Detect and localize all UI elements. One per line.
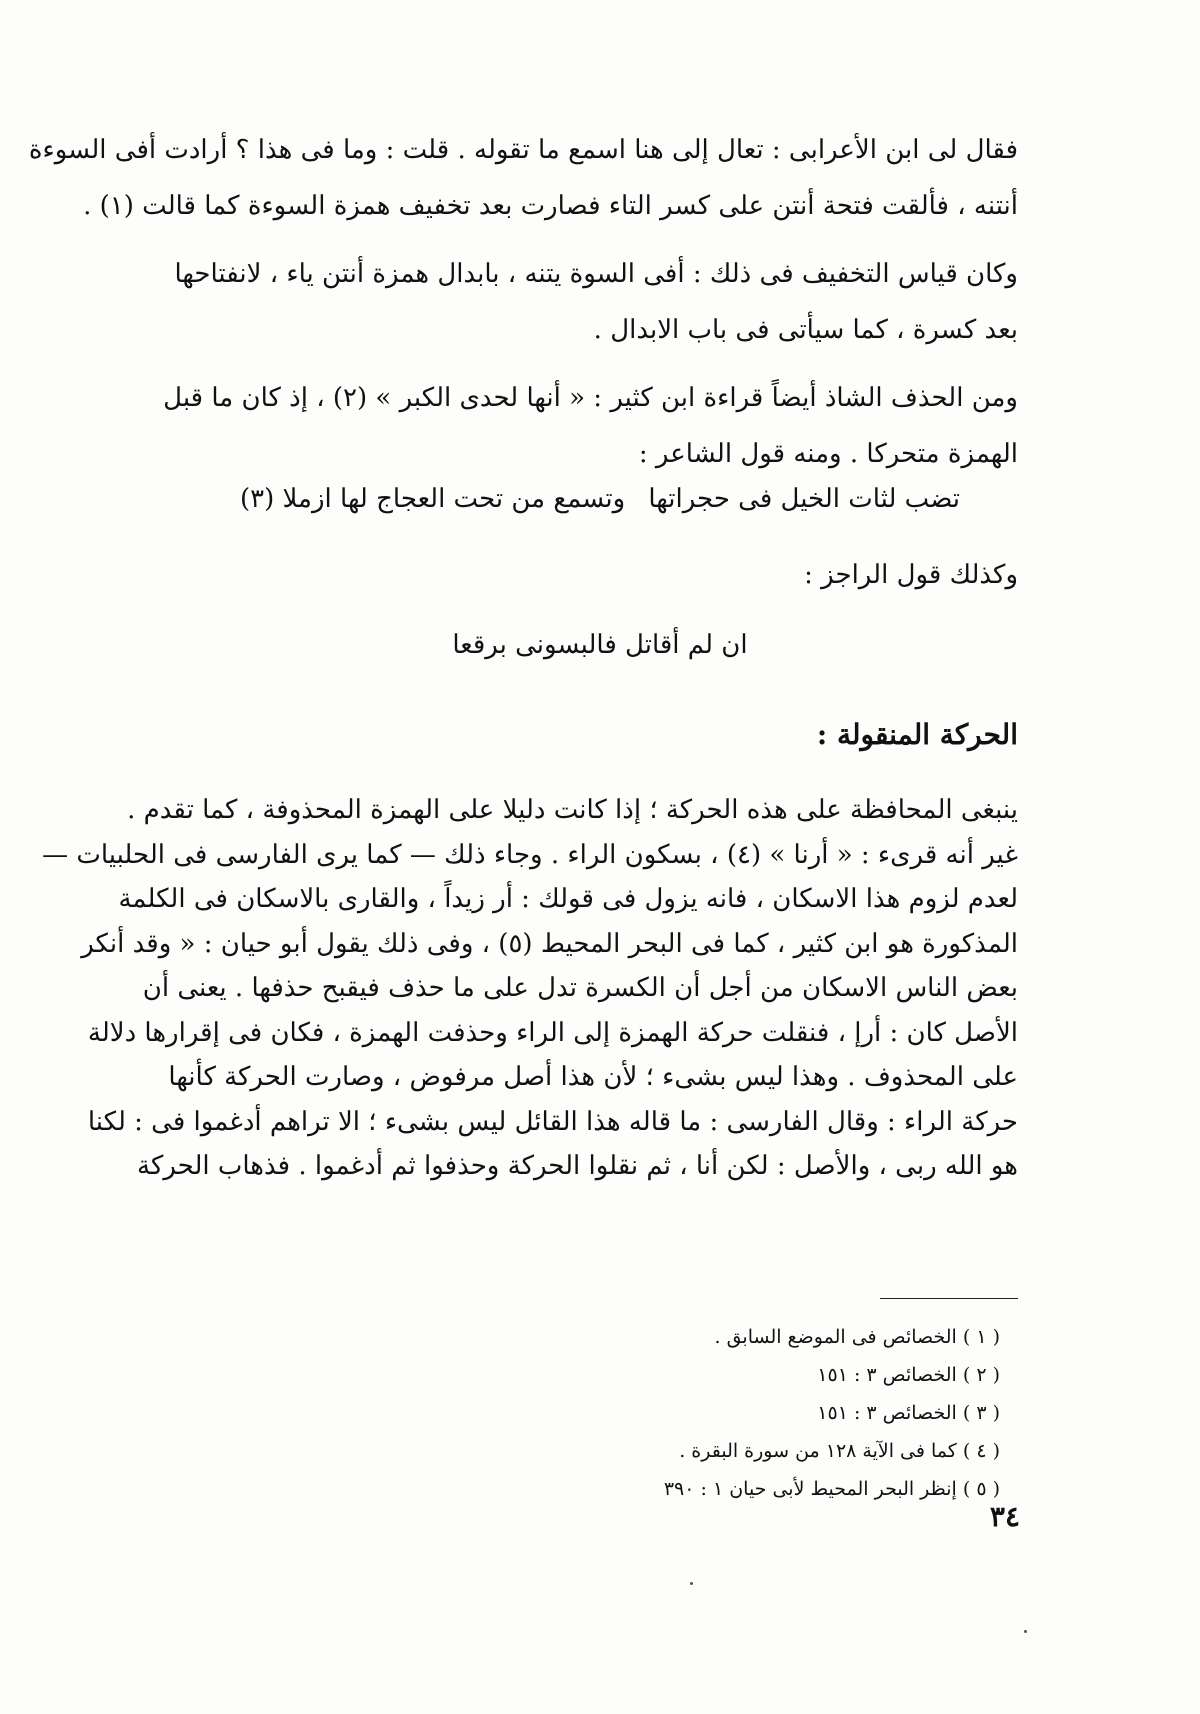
text-line: أنتنه ، فألقت فتحة أنتن على كسر التاء فصارت بعد تخفيف همزة السوءة كما قالت (١) . — [83, 191, 1018, 221]
paragraph-4 — [42, 788, 1018, 1189]
text-line: لعدم لزوم هذا الاسكان ، فانه يزول فى قولك : أر زيداً ، والقارى بالاسكان فى الكلمة — [118, 884, 1018, 914]
footnote: ( ٢ ) الخصائص ٣ : ١٥١ — [817, 1364, 1000, 1386]
text-line: بعد كسرة ، كما سيأتى فى باب الابدال . — [593, 315, 1018, 345]
footnote: ( ١ ) الخصائص فى الموضع السابق . — [714, 1326, 1000, 1348]
footnotes — [500, 1318, 1000, 1508]
text-line: الأصل كان : أرإ ، فنقلت حركة الهمزة إلى الراء وحذفت الهمزة ، فكان فى إقرارها دلالة — [87, 1017, 1018, 1048]
paragraph-2 — [160, 246, 1018, 358]
verse-second-hemistich: وتسمع من تحت العجاج لها ازملا (٣) — [240, 484, 626, 514]
footnote: ( ٤ ) كما فى الآية ١٢٨ من سورة البقرة . — [679, 1440, 1000, 1462]
text-line: المذكورة هو ابن كثير ، كما فى البحر المحيط (٥) ، وفى ذلك يقول أبو حيان : « وقد أنكر — [81, 928, 1018, 959]
scan-speck — [1024, 1630, 1027, 1633]
footnote-divider — [880, 1298, 1018, 1299]
text-line: ينبغى المحافظة على هذه الحركة ؛ إذا كانت دليلا على الهمزة المحذوفة ، كما تقدم . — [127, 795, 1018, 825]
text-line: على المحذوف . وهذا ليس بشىء ؛ لأن هذا أصل مرفوض ، وصارت الحركة كأنها — [168, 1062, 1018, 1092]
footnote: ( ٥ ) إنظر البحر المحيط لأبى حيان ١ : ٣٩٠ — [663, 1478, 1000, 1500]
text-line: فقال لى ابن الأعرابى : تعال إلى هنا اسمع ما تقوله . قلت : وما فى هذا ؟ أرادت أفى السوءة — [28, 135, 1018, 165]
page-number: ٣٤ — [989, 1500, 1020, 1533]
rajaz-line: ان لم أقاتل فالبسونى برقعا — [452, 630, 748, 660]
section-heading: الحركة المنقولة : — [816, 718, 1018, 751]
paragraph-1 — [28, 122, 1018, 234]
text-line: ومن الحذف الشاذ أيضاً قراءة ابن كثير : « أنها لحدى الكبر » (٢) ، إذ كان ما قبل — [163, 383, 1018, 413]
text-line: الهمزة متحركا . ومنه قول الشاعر : — [638, 439, 1018, 469]
text-line: حركة الراء : وقال الفارسى : ما قاله هذا القائل ليس بشىء ؛ الا تراهم أدغموا فى : لكنا — [87, 1106, 1018, 1137]
scan-speck — [690, 1582, 693, 1585]
poetry-verse — [240, 484, 960, 514]
text-line: غير أنه قرىء : « أرنا » (٤) ، بسكون الراء . وجاء ذلك — كما يرى الفارسى فى الحلبيات — — [42, 839, 1018, 870]
rajaz-intro: وكذلك قول الراجز : — [804, 560, 1018, 590]
paragraph-3 — [160, 370, 1018, 482]
text-line: وكان قياس التخفيف فى ذلك : أفى السوة يتنه ، بابدال همزة أنتن ياء ، لانفتاحها — [174, 259, 1018, 289]
footnote: ( ٣ ) الخصائص ٣ : ١٥١ — [817, 1402, 1000, 1424]
verse-first-hemistich: تضب لثات الخيل فى حجراتها — [648, 484, 960, 514]
text-line: هو الله ربى ، والأصل : لكن أنا ، ثم نقلوا الحركة وحذفوا ثم أدغموا . فذهاب الحركة — [137, 1151, 1018, 1181]
text-line: بعض الناس الاسكان من أجل أن الكسرة تدل على ما حذف فيقبح حذفها . يعنى أن — [142, 973, 1018, 1003]
